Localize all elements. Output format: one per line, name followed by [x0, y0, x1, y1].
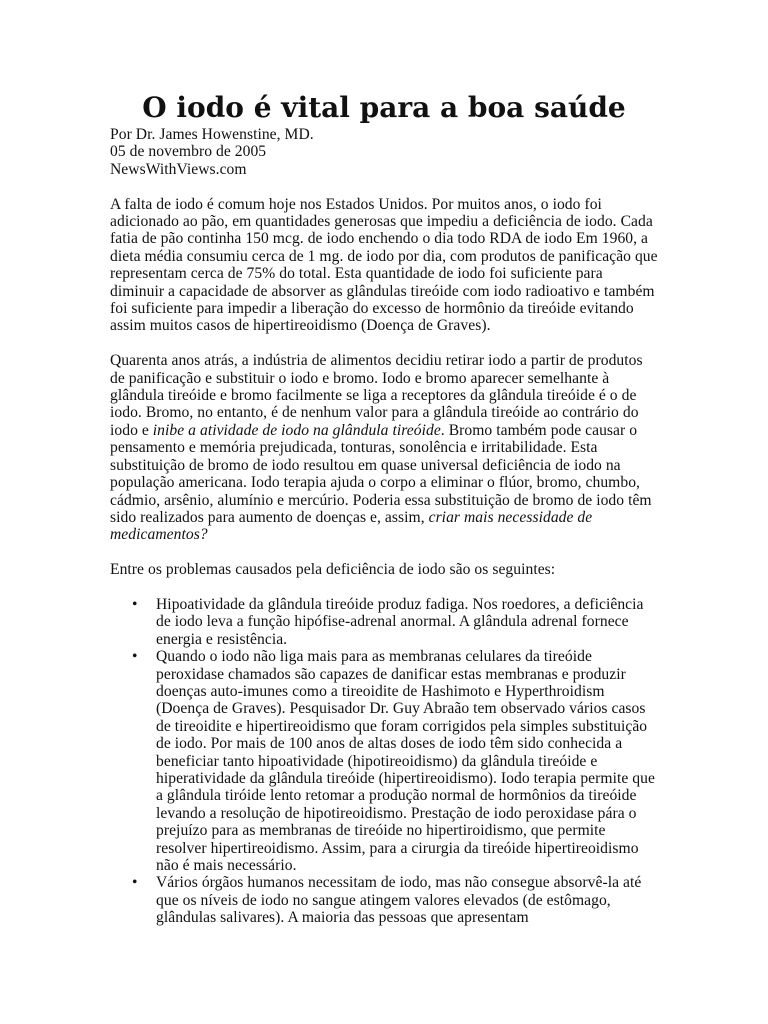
list-item: [110, 596, 658, 648]
byline-date: 05 de novembro de 2005: [110, 143, 267, 161]
paragraph-bromine-substitution: [110, 352, 658, 543]
list-item-text: Hipoatividade da glândula tireóide produz fadiga. Nos roedores, a deficiência de iodo leva a função hipófise-adrenal anormal. A glândula adrenal fornece energia e resistência.: [156, 595, 644, 648]
bullet-icon: •: [132, 874, 138, 892]
paragraph-text: Quarenta anos atrás, a indústria de alimentos decidiu retirar iodo a partir de produtos de panificação e substituir o iodo e bromo. Iodo e bromo aparecer semelhante à glândula tireóide e bromo facilmente se liga a receptores da glândula tireóide é o de iodo. Bromo, no entanto, é de nenhum valor para a glândula tireóide ao contrário do iodo e: [110, 352, 643, 439]
byline-author: Por Dr. James Howenstine, MD.: [110, 126, 314, 143]
bullet-icon: •: [132, 648, 138, 666]
problems-list: [110, 596, 658, 927]
byline-source: NewsWithViews.com: [110, 160, 247, 178]
paragraph-problems-intro: [110, 561, 658, 578]
list-item-text: Vários órgãos humanos necessitam de iodo, mas não consegue absorvê-la até que os níveis de iodo no sangue atingem valores elevados (de estômago, glândulas salivares). A maioria das pessoas que apresentam: [156, 874, 642, 927]
paragraph-iodine-history: [110, 196, 658, 335]
emphasis-text: inibe a atividade de iodo na glândula tireóide: [152, 421, 441, 439]
bullet-icon: •: [132, 595, 138, 613]
list-item: [110, 648, 658, 874]
byline: [110, 126, 658, 178]
paragraph-text: Entre os problemas causados pela deficiência de iodo são os seguintes:: [110, 561, 556, 579]
emphasis-text: criar mais necessidade de medicamentos?: [110, 508, 593, 544]
article-title: O iodo é vital para a boa saúde: [142, 91, 626, 124]
list-item-text: Quando o iodo não liga mais para as membranas celulares da tireóide peroxidase chamados são capazes de danificar estas membranas e produzir doenças auto-imunes como a tireoidite de Hashimoto e Hyperthroidism (Doença de Graves). Pesquisador Dr. Guy Abraão tem observado vários casos de tireoidite e hipertireoidismo que foram corrigidos pela simples substituição de iodo. Por mais de 100 anos de altas doses de iodo têm sido conhecida a beneficiar tanto hipoatividade (hipotireoidismo) da glândula tireóide e hiperatividade da glândula tireóide (hipertireoidismo). Iodo terapia permite que a glândula tiróide lento retomar a produção normal de hormônios da tireóide levando a resolução de hipotireoidismo. Prestação de iodo peroxidase pára o prejuízo para as membranas de tireóide no hipertiroidismo, que permite resolver hipertireoidismo. Assim, para a cirurgia da tireóide hipertireoidismo não é mais necessário.: [156, 648, 655, 874]
paragraph-text: . Bromo também pode causar o pensamento e memória prejudicada, tonturas, sonolência e irritabilidade. Esta substituição de bromo de iodo resultou em quase universal deficiência de iodo na população americana. Iodo terapia ajuda o corpo a eliminar o flúor, bromo, chumbo, cádmio, arsênio, alumínio e mercúrio. Poderia essa substituição de bromo de iodo têm sido realizados para aumento de doenças e, assim,: [110, 421, 652, 526]
list-item: [110, 874, 658, 926]
article-body: [110, 126, 658, 927]
paragraph-text: A falta de iodo é comum hoje nos Estados Unidos. Por muitos anos, o iodo foi adicionado ao pão, em quantidades generosas que impediu a deficiência de iodo. Cada fatia de pão continha 150 mcg. de iodo enchendo o dia todo RDA de iodo Em 1960, a dieta média consumiu cerca de 1 mg. de iodo por dia, com produtos de panificação que representam cerca de 75% do total. Esta quantidade de iodo foi suficiente para diminuir a capacidade de absorver as glândulas tireóide com iodo radioativo e também foi suficiente para impedir a liberação do excesso de hormônio da tireóide evitando assim muitos casos de hipertireoidismo (Doença de Graves).: [110, 195, 658, 335]
